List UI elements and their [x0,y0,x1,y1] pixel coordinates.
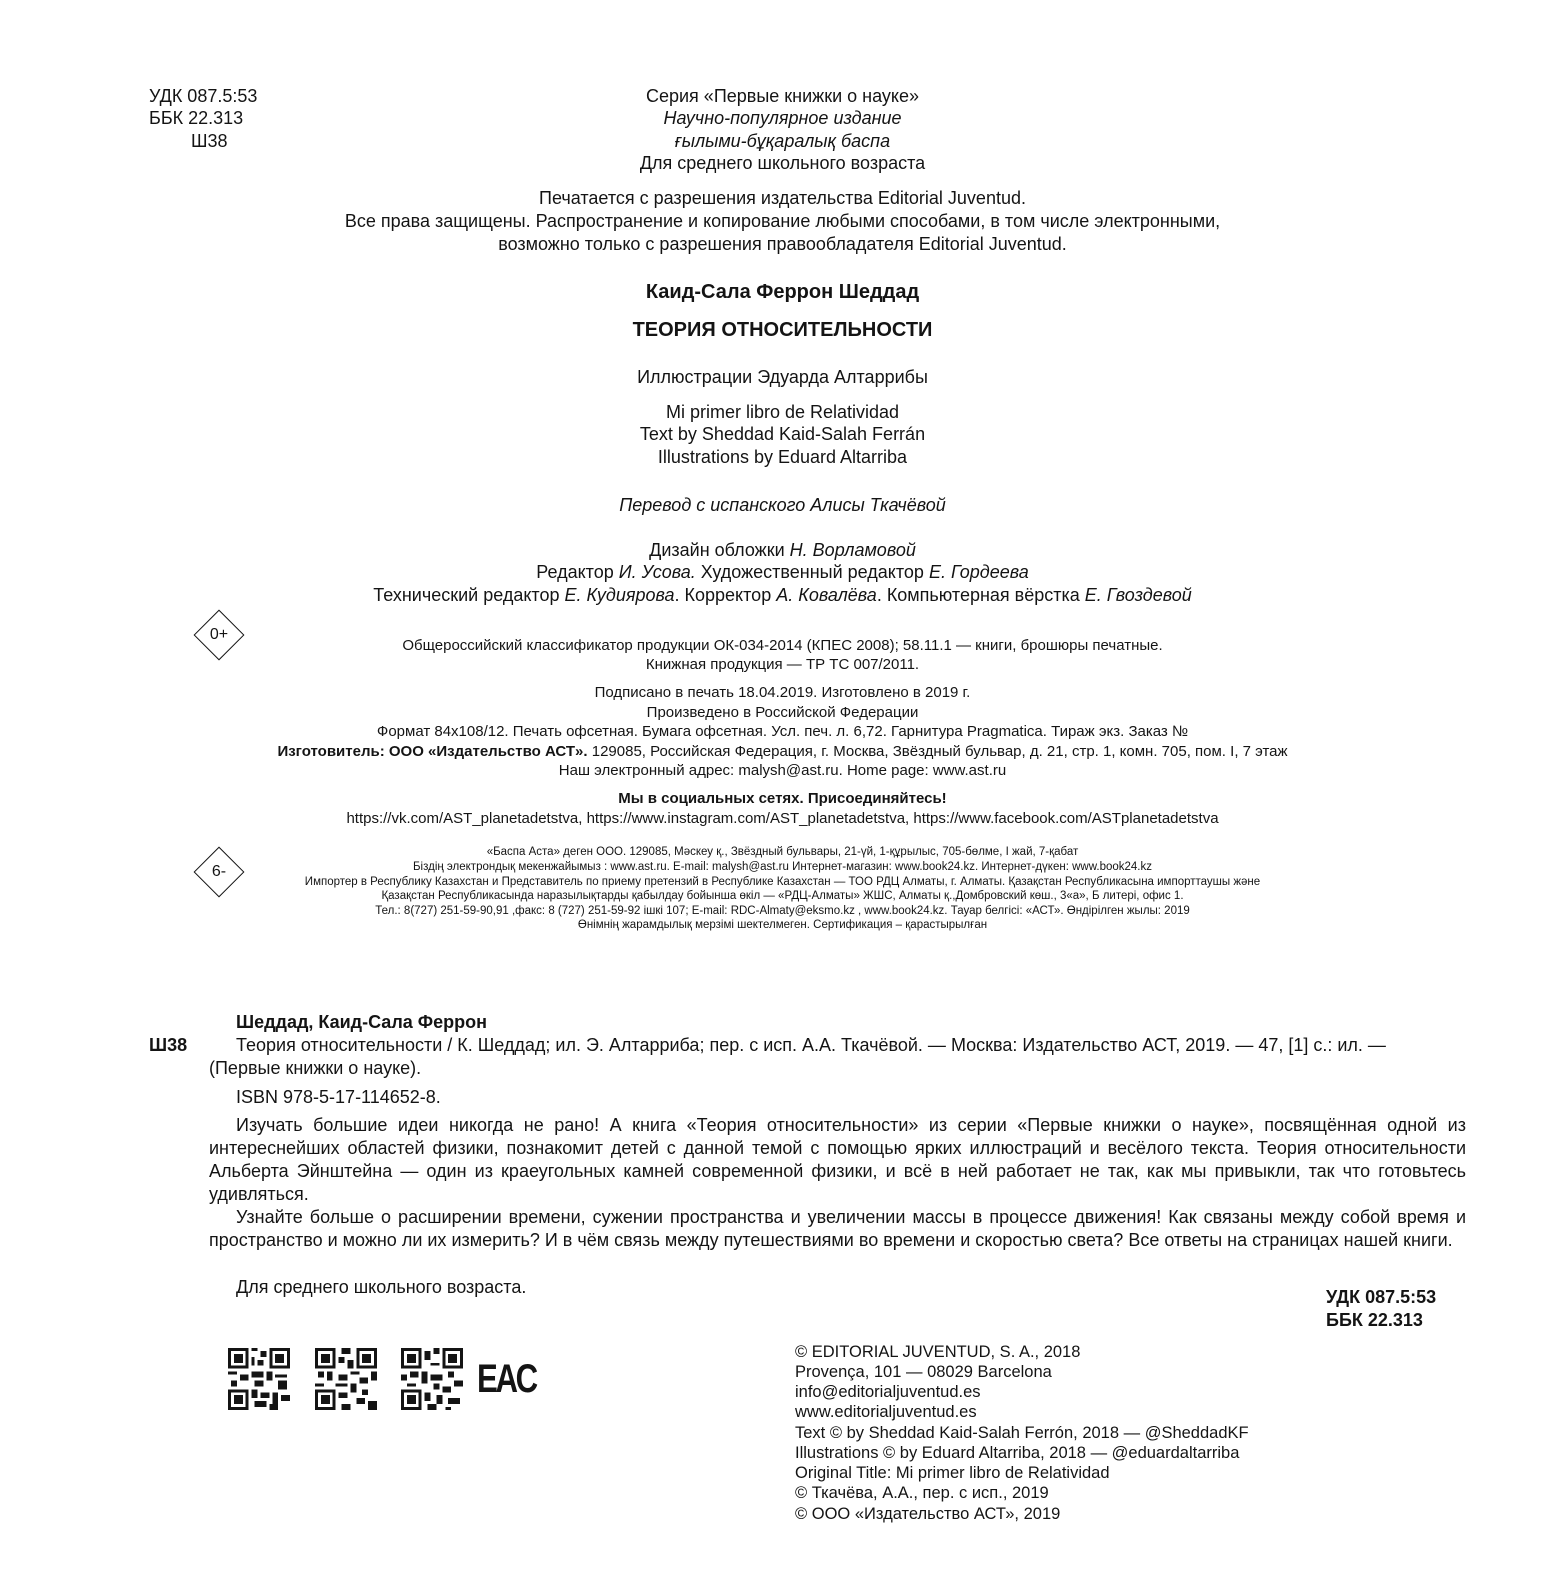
corrector-label: . Корректор [674,585,777,605]
age-group-header: Для среднего школьного возраста [639,153,926,173]
kz-line-1: «Баспа Аста» деген ООО. 129085, Мәскеу қ., Звёздный бульвары, 21-үй, 1-құрылыс, 705-бөлме, I жай, 7-қабат [486,846,1079,858]
annotation-paragraph-1 [209,1114,1466,1206]
author-mark-top: Ш38 [191,131,228,151]
rights-line-3: возможно только с разрешения правообладателя Editorial Juventud. [498,234,1067,254]
edition-type-ru: Научно-популярное издание [663,108,902,128]
manufacturer-line [0,743,1565,760]
manufacturer-label: Изготовитель: ООО «Издательство АСТ». [277,743,588,760]
annotation-age: Для среднего школьного возраста. [236,1277,527,1297]
eac-conformity-mark: EAC [477,1357,536,1401]
card-bbk: ББК 22.313 [1326,1310,1423,1330]
social-links: https://vk.com/AST_planetadetstva, https://www.instagram.com/AST_planetadetstva, https://www.facebook.com/ASTplanetadetstva [346,810,1219,827]
card-description-1: Теория относительности / К. Шеддад; ил. Э. Алтарриба; пер. с исп. А.А. Ткачёвой. — Москва: Издательство АСТ, 2019. — 47, [1] с.: ил. — [236,1035,1386,1055]
email-line: Наш электронный адрес: malysh@ast.ru. Home page: www.ast.ru [558,762,1007,779]
copyright-line-2: Provença, 101 — 08029 Barcelona [795,1363,1052,1381]
original-text-by: Text by Sheddad Kaid-Salah Ferrán [639,424,926,444]
art-editor-label: Художественный редактор [695,562,929,582]
editors-line [0,561,1565,583]
cover-design-label: Дизайн обложки [649,540,790,560]
qr-code-1 [228,1348,290,1410]
technical-credits-line [0,584,1565,606]
copyright-line-7: Original Title: Mi primer libro de Relatividad [795,1464,1110,1482]
copyright-line-3: info@editorialjuventud.es [795,1383,981,1401]
illustrator-line: Иллюстрации Эдуарда Алтаррибы [637,367,928,387]
copyright-line-6: Illustrations © by Eduard Altarriba, 2018 — @eduardaltarriba [795,1444,1240,1462]
bbk-code-top: ББК 22.313 [149,108,244,128]
translation-line: Перевод с испанского Алисы Ткачёвой [619,495,946,515]
social-heading: Мы в социальных сетях. Присоединяйтесь! [618,790,947,807]
kz-line-2: Біздің электрондық мекенжайымыз : www.ast.ru. E-mail: malysh@ast.ru Интернет-магазин: www.book24.kz. Интернет-дүкен: www.book24.kz [412,861,1152,873]
rights-line-1: Печатается с разрешения издательства Editorial Juventud. [539,188,1026,208]
tech-editor-name: Е. Кудиярова [564,585,675,605]
corrector-name: А. Ковалёва [776,585,877,605]
qr-code-3 [401,1348,463,1410]
card-isbn: ISBN 978-5-17-114652-8. [236,1087,441,1107]
card-udk: УДК 087.5:53 [1326,1287,1437,1307]
series-line: Серия «Первые книжки о науке» [645,86,919,106]
layout-label: . Компьютерная вёрстка [876,585,1085,605]
produced-in: Произведено в Российской Федерации [646,704,919,721]
rights-line-2: Все права защищены. Распространение и копирование любыми способами, в том числе электронными, [344,211,1221,231]
art-editor-name: Е. Гордеева [928,562,1029,582]
cover-designer-name: Н. Ворламовой [789,540,916,560]
book-author: Каид-Сала Феррон Шеддад [645,281,920,303]
card-description-2: (Первые книжки о науке). [209,1058,422,1078]
classifier-line-2: Книжная продукция — ТР ТС 007/2011. [645,656,920,673]
age-badge-6minus: 6- [211,863,227,880]
classifier-line-1: Общероссийский классификатор продукции ОК-034-2014 (КПЕС 2008); 58.11.1 — книги, брошюры печатные. [402,637,1163,654]
original-title: Mi primer libro de Relatividad [665,402,900,422]
kz-line-3: Импортер в Республику Казахстан и Представитель по приему претензий в Республике Казахстан — ТОО РДЦ Алматы, г. Алматы. Қазақстан Республикасына импорттаушы және [304,876,1261,888]
editor-name: И. Усова. [618,562,696,582]
annotation-text-2: Узнайте больше о расширении времени, сужении пространства и увеличении массы в процессе движения! Как связаны между собой время и пространство и можно ли их измерить? И в чём связь между путешествиями во времени и скоростью света? Все ответы на страницах нашей книги. [209,1207,1466,1250]
tech-editor-label: Технический редактор [373,585,565,605]
kz-line-5: Тел.: 8(727) 251-59-90,91 ,факс: 8 (727) 251-59-92 ішкі 107; E-mail: RDC-Almaty@eksmo.kz , www.book24.kz. Тауар белгісі: «АСТ». Өндірілген жылы: 2019 [375,905,1190,917]
age-badge-0plus: 0+ [209,626,229,643]
editor-label: Редактор [536,562,619,582]
original-illustrations-by: Illustrations by Eduard Altarriba [657,447,908,467]
manufacturer-address: 129085, Российская Федерация, г. Москва, Звёздный бульвар, д. 21, стр. 1, комн. 705, пом. I, 7 этаж [587,743,1288,760]
annotation-text-1: Изучать большие идеи никогда не рано! А книга «Теория относительности» из серии «Первые книжки о науке», посвящённая одной из интереснейших областей физики, познакомит детей с данной темой с помощью ярких иллюстраций и весёлого текста. Теория относительности Альберта Эйнштейна — один из краеугольных камней современной физики, и всё в ней работает не так, как мы привыкли, так что готовьтесь удивляться. [209,1115,1466,1204]
book-title: ТЕОРИЯ ОТНОСИТЕЛЬНОСТИ [632,319,933,341]
udk-code-top: УДК 087.5:53 [149,86,258,106]
card-author-mark: Ш38 [149,1035,188,1055]
qr-code-2 [315,1348,377,1410]
copyright-line-4: www.editorialjuventud.es [795,1403,977,1421]
annotation-paragraph-2 [209,1206,1466,1252]
cover-design-line [0,539,1565,561]
edition-type-kz: ғылыми-бұқаралық баспа [674,131,891,151]
kz-line-6: Өнімнің жарамдылық мерзімі шектелмеген. Сертификация – қарастырылған [577,919,988,931]
copyright-line-9: © ООО «Издательство АСТ», 2019 [795,1505,1061,1523]
copyright-line-5: Text © by Sheddad Kaid-Salah Ferrón, 2018 — @SheddadKF [795,1424,1249,1442]
copyright-line-8: © Ткачёва, А.А., пер. с исп., 2019 [795,1484,1049,1502]
card-author-heading: Шеддад, Каид-Сала Феррон [236,1012,487,1032]
copyright-line-1: © EDITORIAL JUVENTUD, S. A., 2018 [795,1343,1081,1361]
kz-line-4: Қазақстан Республикасында наразылықтарды қабылдау бойынша өкіл — «РДЦ-Алматы» ЖШС, Алматы қ.,Домбровский көш., 3«а», Б литері, офис 1. [381,890,1184,902]
format-line: Формат 84х108/12. Печать офсетная. Бумага офсетная. Усл. печ. л. 6,72. Гарнитура Pragmatica. Тираж экз. Заказ № [376,723,1189,740]
layout-name: Е. Гвоздевой [1084,585,1192,605]
signed-to-print: Подписано в печать 18.04.2019. Изготовлено в 2019 г. [594,684,971,701]
